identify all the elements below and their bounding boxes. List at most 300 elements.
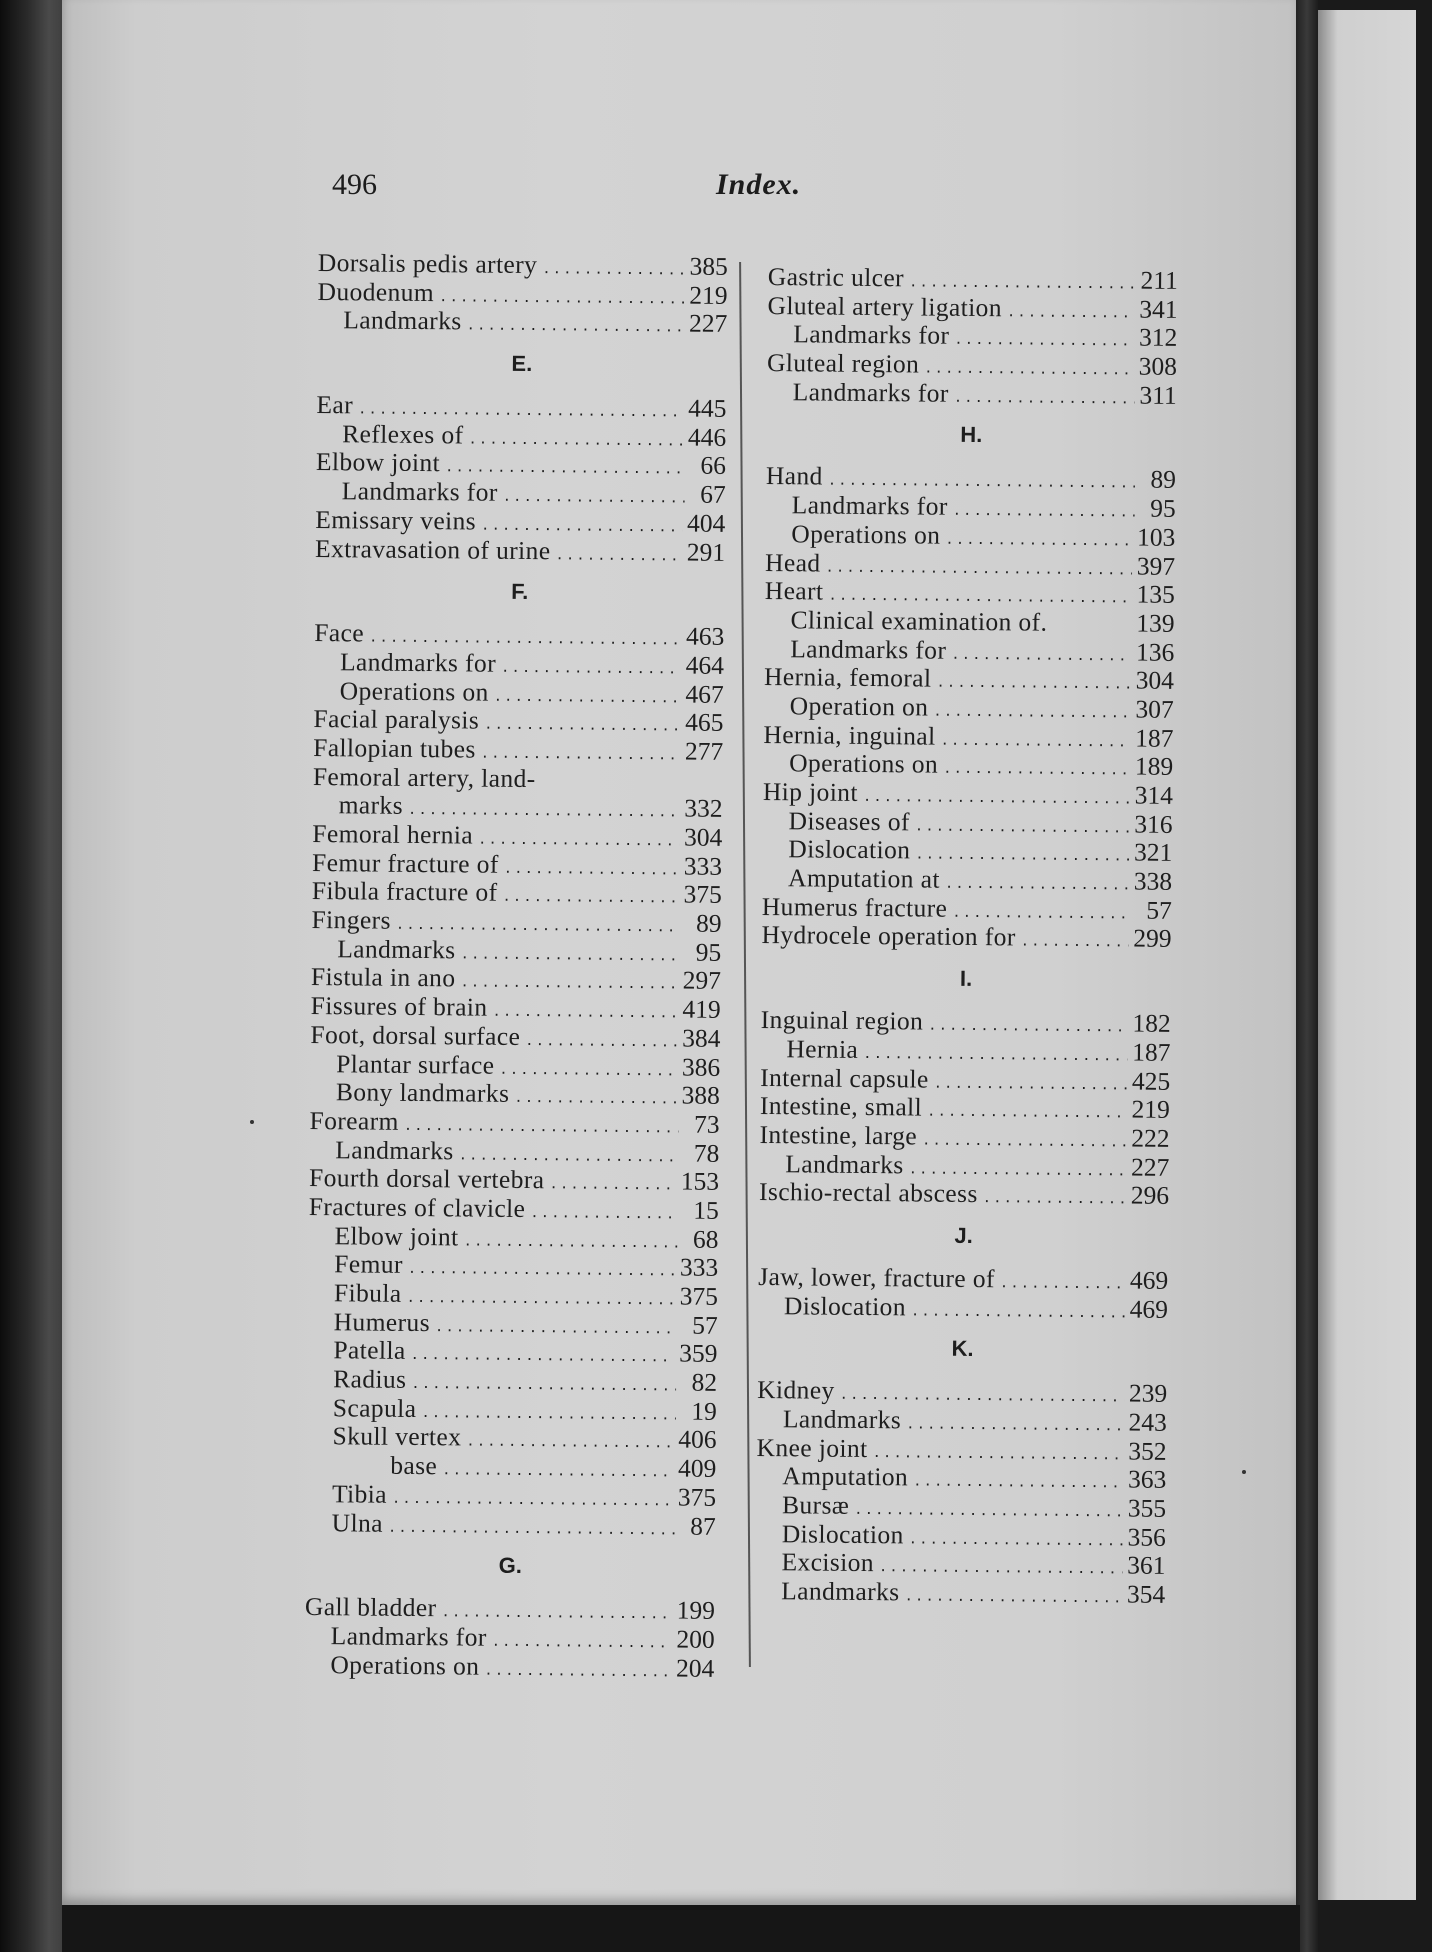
- dot-leader: [392, 1491, 673, 1510]
- index-page-number: 333: [683, 851, 723, 881]
- index-term: Elbow joint: [315, 447, 441, 478]
- index-entry: [767, 377, 1177, 410]
- index-page-number: 338: [1133, 866, 1173, 896]
- index-page-number: 95: [695, 937, 722, 967]
- index-page-number: 243: [1128, 1407, 1168, 1437]
- dot-leader: [872, 1445, 1123, 1463]
- dot-leader: [404, 1118, 679, 1137]
- dot-leader: [501, 660, 681, 678]
- index-entry: [759, 1120, 1169, 1153]
- index-entry: [767, 319, 1177, 352]
- index-entry: [310, 1048, 720, 1081]
- index-entry: [305, 1621, 715, 1654]
- index-entry: [765, 519, 1175, 552]
- index-entry: [308, 1221, 718, 1254]
- index-term: Jaw, lower, fracture of: [758, 1261, 996, 1294]
- index-entry: [764, 605, 1174, 638]
- index-page-number: 182: [1132, 1008, 1171, 1039]
- index-page-number: 89: [1150, 465, 1177, 495]
- index-term: Kidney: [757, 1375, 835, 1406]
- index-letter-heading: I.: [959, 966, 973, 992]
- index-page-number: 304: [683, 822, 723, 852]
- index-entry: [759, 1177, 1169, 1210]
- index-entry: [756, 1433, 1166, 1466]
- index-term: Dislocation: [788, 834, 911, 865]
- index-page-number: 361: [1127, 1550, 1166, 1581]
- index-term: Knee joint: [756, 1432, 868, 1463]
- dot-leader: [460, 975, 677, 993]
- index-page-number: 187: [1135, 723, 1174, 753]
- index-term: Tibia: [331, 1479, 388, 1509]
- scan-bottom-edge: [62, 1905, 1300, 1952]
- index-page-number: 311: [1139, 380, 1177, 410]
- index-entry: [760, 1062, 1170, 1095]
- dot-leader: [542, 261, 684, 278]
- index-term: Clinical examination of.: [790, 605, 1048, 637]
- index-term: Landmarks for: [330, 1621, 487, 1652]
- index-page-number: 316: [1134, 809, 1173, 839]
- index-term: Head: [764, 547, 821, 578]
- dot-leader: [879, 1560, 1122, 1578]
- index-term: Dislocation: [783, 1290, 907, 1321]
- index-entry: [766, 461, 1176, 494]
- index-entry: [768, 262, 1178, 295]
- dot-leader: [494, 688, 681, 706]
- index-term: Operations on: [330, 1649, 480, 1681]
- dot-leader: [952, 905, 1131, 923]
- index-term: Operations on: [789, 748, 939, 779]
- index-page-number: 204: [676, 1653, 715, 1683]
- paper-speck: [250, 1120, 254, 1124]
- page-number: 496: [332, 168, 377, 201]
- dot-leader: [481, 746, 680, 764]
- index-term: Landmarks for: [790, 633, 947, 665]
- dot-leader: [466, 1434, 673, 1452]
- index-entry: [762, 892, 1172, 925]
- index-page-number: 103: [1136, 522, 1176, 552]
- index-entry: [306, 1479, 716, 1512]
- dot-leader: [411, 1347, 675, 1366]
- index-term: Hernia: [786, 1034, 859, 1064]
- index-term: Heart: [764, 576, 824, 606]
- index-entry: [314, 647, 724, 680]
- dot-leader: [411, 1376, 676, 1395]
- index-page-number: 239: [1128, 1378, 1168, 1409]
- index-entry: [306, 1421, 716, 1454]
- dot-leader: [464, 1233, 678, 1251]
- index-letter-heading: K.: [951, 1336, 974, 1362]
- index-page-number: 277: [684, 736, 724, 766]
- index-term: Ear: [316, 390, 354, 420]
- index-term: Duodenum: [317, 276, 435, 307]
- index-page-number: 359: [679, 1338, 718, 1369]
- dot-leader: [954, 332, 1134, 350]
- dot-leader: [906, 1416, 1124, 1434]
- index-entry: [756, 1519, 1166, 1552]
- index-entry: [757, 1404, 1167, 1437]
- index-entry: [317, 305, 727, 338]
- index-term: Gastric ulcer: [767, 262, 905, 293]
- index-term: Radius: [333, 1364, 407, 1394]
- dot-leader: [502, 889, 678, 907]
- dot-leader: [421, 1405, 676, 1423]
- index-entry: [762, 863, 1172, 896]
- index-entry: [310, 1077, 720, 1110]
- index-page-number: 385: [689, 251, 728, 281]
- index-term: Hydrocele operation for: [761, 920, 1016, 952]
- index-entry: [306, 1450, 716, 1483]
- dot-leader: [828, 588, 1131, 607]
- dot-leader: [408, 1261, 675, 1280]
- index-entry: [760, 1091, 1170, 1124]
- index-term: Inguinal region: [760, 1005, 924, 1036]
- index-entry: [312, 819, 722, 852]
- index-page-number: 375: [679, 1281, 719, 1311]
- dot-leader: [408, 802, 680, 821]
- index-term: Landmarks: [335, 1134, 454, 1165]
- index-column-right: [755, 262, 1178, 1609]
- index-entry: [760, 1034, 1170, 1067]
- index-page-number: 82: [691, 1367, 718, 1397]
- index-term: Face: [314, 618, 365, 648]
- index-term: Elbow joint: [334, 1220, 459, 1252]
- index-page-number: 384: [682, 1023, 721, 1053]
- dot-leader: [460, 946, 680, 964]
- dot-leader: [863, 1046, 1127, 1065]
- index-page-number: 388: [681, 1080, 721, 1111]
- index-term: Fibula fracture of: [311, 876, 498, 908]
- index-page-number: 312: [1138, 322, 1178, 353]
- index-term: Landmarks: [343, 305, 462, 336]
- index-term: Humerus fracture: [761, 891, 948, 923]
- dot-leader: [909, 1161, 1127, 1179]
- index-page-number: 445: [688, 393, 727, 423]
- index-letter-heading: H.: [960, 422, 983, 448]
- index-entry: [304, 1649, 714, 1682]
- index-entry: [311, 962, 721, 995]
- index-term: Amputation: [782, 1461, 909, 1492]
- index-entry: [310, 1020, 720, 1053]
- index-term: Humerus: [333, 1306, 431, 1337]
- index-entry: [308, 1278, 718, 1311]
- index-page-number: 469: [1129, 1265, 1169, 1295]
- dot-leader: [927, 1104, 1127, 1122]
- index-entry: [317, 277, 727, 310]
- index-term: Scapula: [332, 1392, 417, 1423]
- index-entry: [307, 1364, 717, 1397]
- paper-speck: [1242, 1470, 1246, 1474]
- index-term: Gall bladder: [304, 1592, 437, 1623]
- index-letter-heading: F.: [511, 579, 529, 605]
- index-term: Intestine, small: [759, 1091, 923, 1122]
- index-page-number: 341: [1139, 294, 1178, 324]
- dot-leader: [945, 876, 1129, 894]
- index-page-number: 375: [683, 879, 722, 910]
- index-entry: [764, 691, 1174, 724]
- index-page-number: 66: [700, 451, 727, 481]
- dot-leader: [911, 1303, 1125, 1321]
- index-term: Bony landmarks: [335, 1077, 510, 1109]
- index-term: Dorsalis pedis artery: [317, 248, 538, 280]
- index-page-number: 355: [1127, 1493, 1167, 1523]
- index-term: Foot, dorsal surface: [310, 1019, 521, 1051]
- index-term: Fallopian tubes: [313, 732, 476, 764]
- index-page-number: 354: [1126, 1579, 1166, 1609]
- index-entry: [761, 920, 1171, 953]
- dot-leader: [924, 361, 1134, 379]
- index-entry: [755, 1576, 1165, 1609]
- dot-leader: [369, 630, 681, 649]
- dot-leader: [854, 1502, 1123, 1521]
- index-page-number: 321: [1133, 837, 1173, 868]
- dot-leader: [951, 646, 1131, 664]
- dot-leader: [406, 1290, 674, 1309]
- index-page-number: 135: [1136, 579, 1175, 610]
- index-page-number: 187: [1132, 1037, 1171, 1067]
- index-term: Fractures of clavicle: [308, 1191, 526, 1223]
- index-term: Landmarks for: [793, 319, 950, 351]
- index-page-number: 397: [1136, 551, 1176, 581]
- index-entry: [756, 1490, 1166, 1523]
- index-term: Femoral artery, land-: [312, 761, 536, 793]
- index-entry: [313, 762, 723, 795]
- index-entry: [762, 834, 1172, 867]
- index-page-number: 469: [1129, 1294, 1169, 1324]
- index-term: Fingers: [311, 905, 392, 935]
- index-page-number: 139: [1136, 608, 1175, 638]
- dot-leader: [514, 1090, 676, 1108]
- dot-leader: [933, 704, 1130, 722]
- index-page-number: 465: [685, 707, 724, 738]
- book-gutter: [1296, 0, 1318, 1952]
- index-page-number: 409: [677, 1453, 717, 1484]
- index-term: Gluteal region: [766, 348, 920, 379]
- index-entry: [313, 733, 723, 766]
- index-term: Excision: [781, 1547, 875, 1578]
- index-page-number: 375: [677, 1482, 717, 1512]
- dot-leader: [467, 318, 685, 336]
- dot-leader: [825, 559, 1131, 578]
- dot-leader: [1000, 1275, 1125, 1292]
- index-term: Hip joint: [762, 776, 859, 807]
- index-entry: [311, 991, 721, 1024]
- dot-leader: [913, 1474, 1123, 1492]
- dot-leader: [863, 789, 1130, 808]
- index-page-number: 314: [1134, 780, 1174, 810]
- index-entry: [758, 1262, 1168, 1295]
- dot-leader: [499, 1061, 677, 1079]
- index-page-number: 297: [682, 965, 722, 996]
- index-page-number: 386: [681, 1052, 721, 1082]
- dot-leader: [940, 732, 1130, 750]
- dot-leader: [953, 503, 1135, 521]
- index-term: Patella: [333, 1335, 406, 1366]
- dot-leader: [943, 761, 1130, 779]
- index-term: Plantar surface: [336, 1048, 495, 1080]
- index-entry: [313, 790, 723, 823]
- dot-leader: [442, 1462, 673, 1480]
- index-entry: [316, 476, 726, 509]
- index-page-number: 296: [1130, 1180, 1170, 1211]
- index-column-left: [304, 248, 728, 1682]
- index-term: Ulna: [331, 1507, 384, 1538]
- index-entry: [763, 806, 1173, 839]
- dot-leader: [840, 1387, 1124, 1406]
- dot-leader: [934, 1075, 1127, 1093]
- index-term: Operations on: [339, 675, 489, 707]
- index-page-number: 308: [1138, 351, 1178, 381]
- index-entry: [316, 419, 726, 452]
- index-entry: [308, 1307, 718, 1340]
- index-page-number: 291: [686, 537, 726, 567]
- dot-leader: [484, 1662, 671, 1680]
- index-page-number: 304: [1135, 665, 1175, 696]
- index-entry: [764, 662, 1174, 695]
- index-term: Landmarks: [785, 1148, 904, 1179]
- index-entry: [316, 447, 726, 480]
- index-term: Ischio-rectal abscess: [758, 1177, 978, 1209]
- dot-leader: [530, 1205, 678, 1222]
- dot-leader: [459, 1147, 679, 1165]
- facing-page-edge: [1318, 10, 1416, 1900]
- index-page-number: 200: [676, 1624, 715, 1654]
- dot-leader: [492, 1634, 672, 1652]
- index-term: Femur: [334, 1249, 403, 1280]
- index-entry: [312, 876, 722, 909]
- dot-leader: [904, 1588, 1122, 1606]
- index-page-number: 78: [693, 1138, 720, 1168]
- index-entry: [307, 1393, 717, 1426]
- index-term: Femur fracture of: [311, 847, 499, 879]
- index-term: Hernia, inguinal: [763, 719, 936, 751]
- index-page-number: 227: [688, 308, 728, 339]
- index-page-number: 446: [687, 422, 727, 452]
- dot-leader: [555, 547, 682, 564]
- index-entry: [305, 1592, 715, 1625]
- dot-leader: [915, 847, 1129, 865]
- index-term: Forearm: [309, 1105, 399, 1136]
- index-page-number: 307: [1135, 694, 1174, 724]
- dot-leader: [435, 1319, 677, 1337]
- index-entry: [306, 1507, 716, 1540]
- index-entry: [767, 291, 1177, 324]
- dot-leader: [388, 1519, 675, 1538]
- dot-leader: [445, 460, 685, 478]
- index-term: Landmarks for: [339, 647, 497, 678]
- index-term: Reflexes of: [342, 418, 464, 450]
- index-entry: [765, 576, 1175, 609]
- index-term: Bursæ: [781, 1490, 850, 1520]
- index-page-number: 95: [1150, 493, 1176, 524]
- index-term: Landmarks for: [792, 376, 949, 408]
- index-page-number: 189: [1134, 751, 1174, 782]
- dot-leader: [492, 1004, 677, 1022]
- dot-leader: [915, 818, 1130, 836]
- dot-leader: [484, 717, 680, 735]
- index-term: Fissures of brain: [310, 991, 488, 1022]
- index-page-number: 57: [692, 1310, 718, 1340]
- index-page-number: 89: [695, 908, 722, 938]
- index-page-number: 199: [676, 1595, 716, 1626]
- index-term: Intestine, large: [759, 1119, 918, 1151]
- index-term: Hernia, femoral: [763, 662, 932, 693]
- index-term: Amputation at: [787, 863, 941, 894]
- dot-leader: [468, 431, 683, 449]
- index-page-number: 406: [678, 1424, 717, 1455]
- index-entry: [763, 720, 1173, 753]
- dot-leader: [945, 532, 1132, 550]
- running-head: Index.: [716, 168, 802, 201]
- index-term: Landmarks: [781, 1576, 900, 1607]
- index-page-number: 68: [692, 1224, 719, 1254]
- index-entry: [315, 533, 725, 566]
- index-page-number: 15: [693, 1195, 719, 1225]
- dot-leader: [983, 1190, 1126, 1207]
- index-entry: [307, 1335, 717, 1368]
- dot-leader: [928, 1018, 1127, 1036]
- index-page-number: 404: [686, 508, 726, 538]
- index-term: marks: [338, 790, 404, 821]
- index-term: Dislocation: [781, 1518, 904, 1550]
- index-page-number: 332: [684, 793, 723, 824]
- index-term: Skull vertex: [332, 1421, 462, 1452]
- index-entry: [316, 390, 726, 423]
- index-page-number: 87: [690, 1511, 716, 1541]
- dot-leader: [922, 1132, 1126, 1150]
- index-term: Fibula: [333, 1278, 402, 1308]
- index-page-number: 136: [1135, 637, 1175, 667]
- dot-leader: [504, 860, 679, 878]
- dot-leader: [441, 1604, 671, 1622]
- index-term: Operations on: [791, 519, 941, 550]
- index-page-number: 73: [693, 1109, 720, 1139]
- index-term: Fourth dorsal vertebra: [308, 1163, 545, 1195]
- index-term: Gluteal artery ligation: [767, 290, 1003, 322]
- index-entry: [764, 634, 1174, 667]
- dot-leader: [503, 489, 685, 507]
- index-entry: [309, 1192, 719, 1225]
- dot-leader: [909, 274, 1136, 292]
- index-entry: [314, 618, 724, 651]
- index-entry: [765, 547, 1175, 580]
- index-page-number: 222: [1131, 1123, 1170, 1153]
- index-page-number: 464: [685, 650, 725, 680]
- index-entry: [756, 1461, 1166, 1494]
- index-term: base: [390, 1450, 438, 1481]
- index-entry: [763, 748, 1173, 781]
- index-entry: [312, 848, 722, 881]
- index-page-number: 363: [1127, 1464, 1167, 1495]
- dot-leader: [936, 675, 1130, 693]
- index-entry: [761, 1005, 1171, 1038]
- index-letter-heading: E.: [511, 350, 533, 377]
- index-term: Landmarks: [337, 933, 456, 965]
- dot-leader: [909, 1531, 1123, 1549]
- index-page-number: 219: [689, 280, 728, 310]
- index-letter-heading: G.: [498, 1552, 523, 1579]
- dot-leader: [525, 1033, 677, 1050]
- index-entry: [763, 777, 1173, 810]
- index-page-number: 153: [680, 1166, 720, 1197]
- dot-leader: [478, 832, 679, 850]
- index-page-number: 419: [682, 994, 721, 1025]
- index-entry: [767, 348, 1177, 381]
- index-entry: [309, 1163, 719, 1196]
- index-entry: [758, 1291, 1168, 1324]
- index-entry: [757, 1375, 1167, 1408]
- index-term: Landmarks for: [341, 476, 498, 507]
- index-page-number: 19: [691, 1396, 717, 1426]
